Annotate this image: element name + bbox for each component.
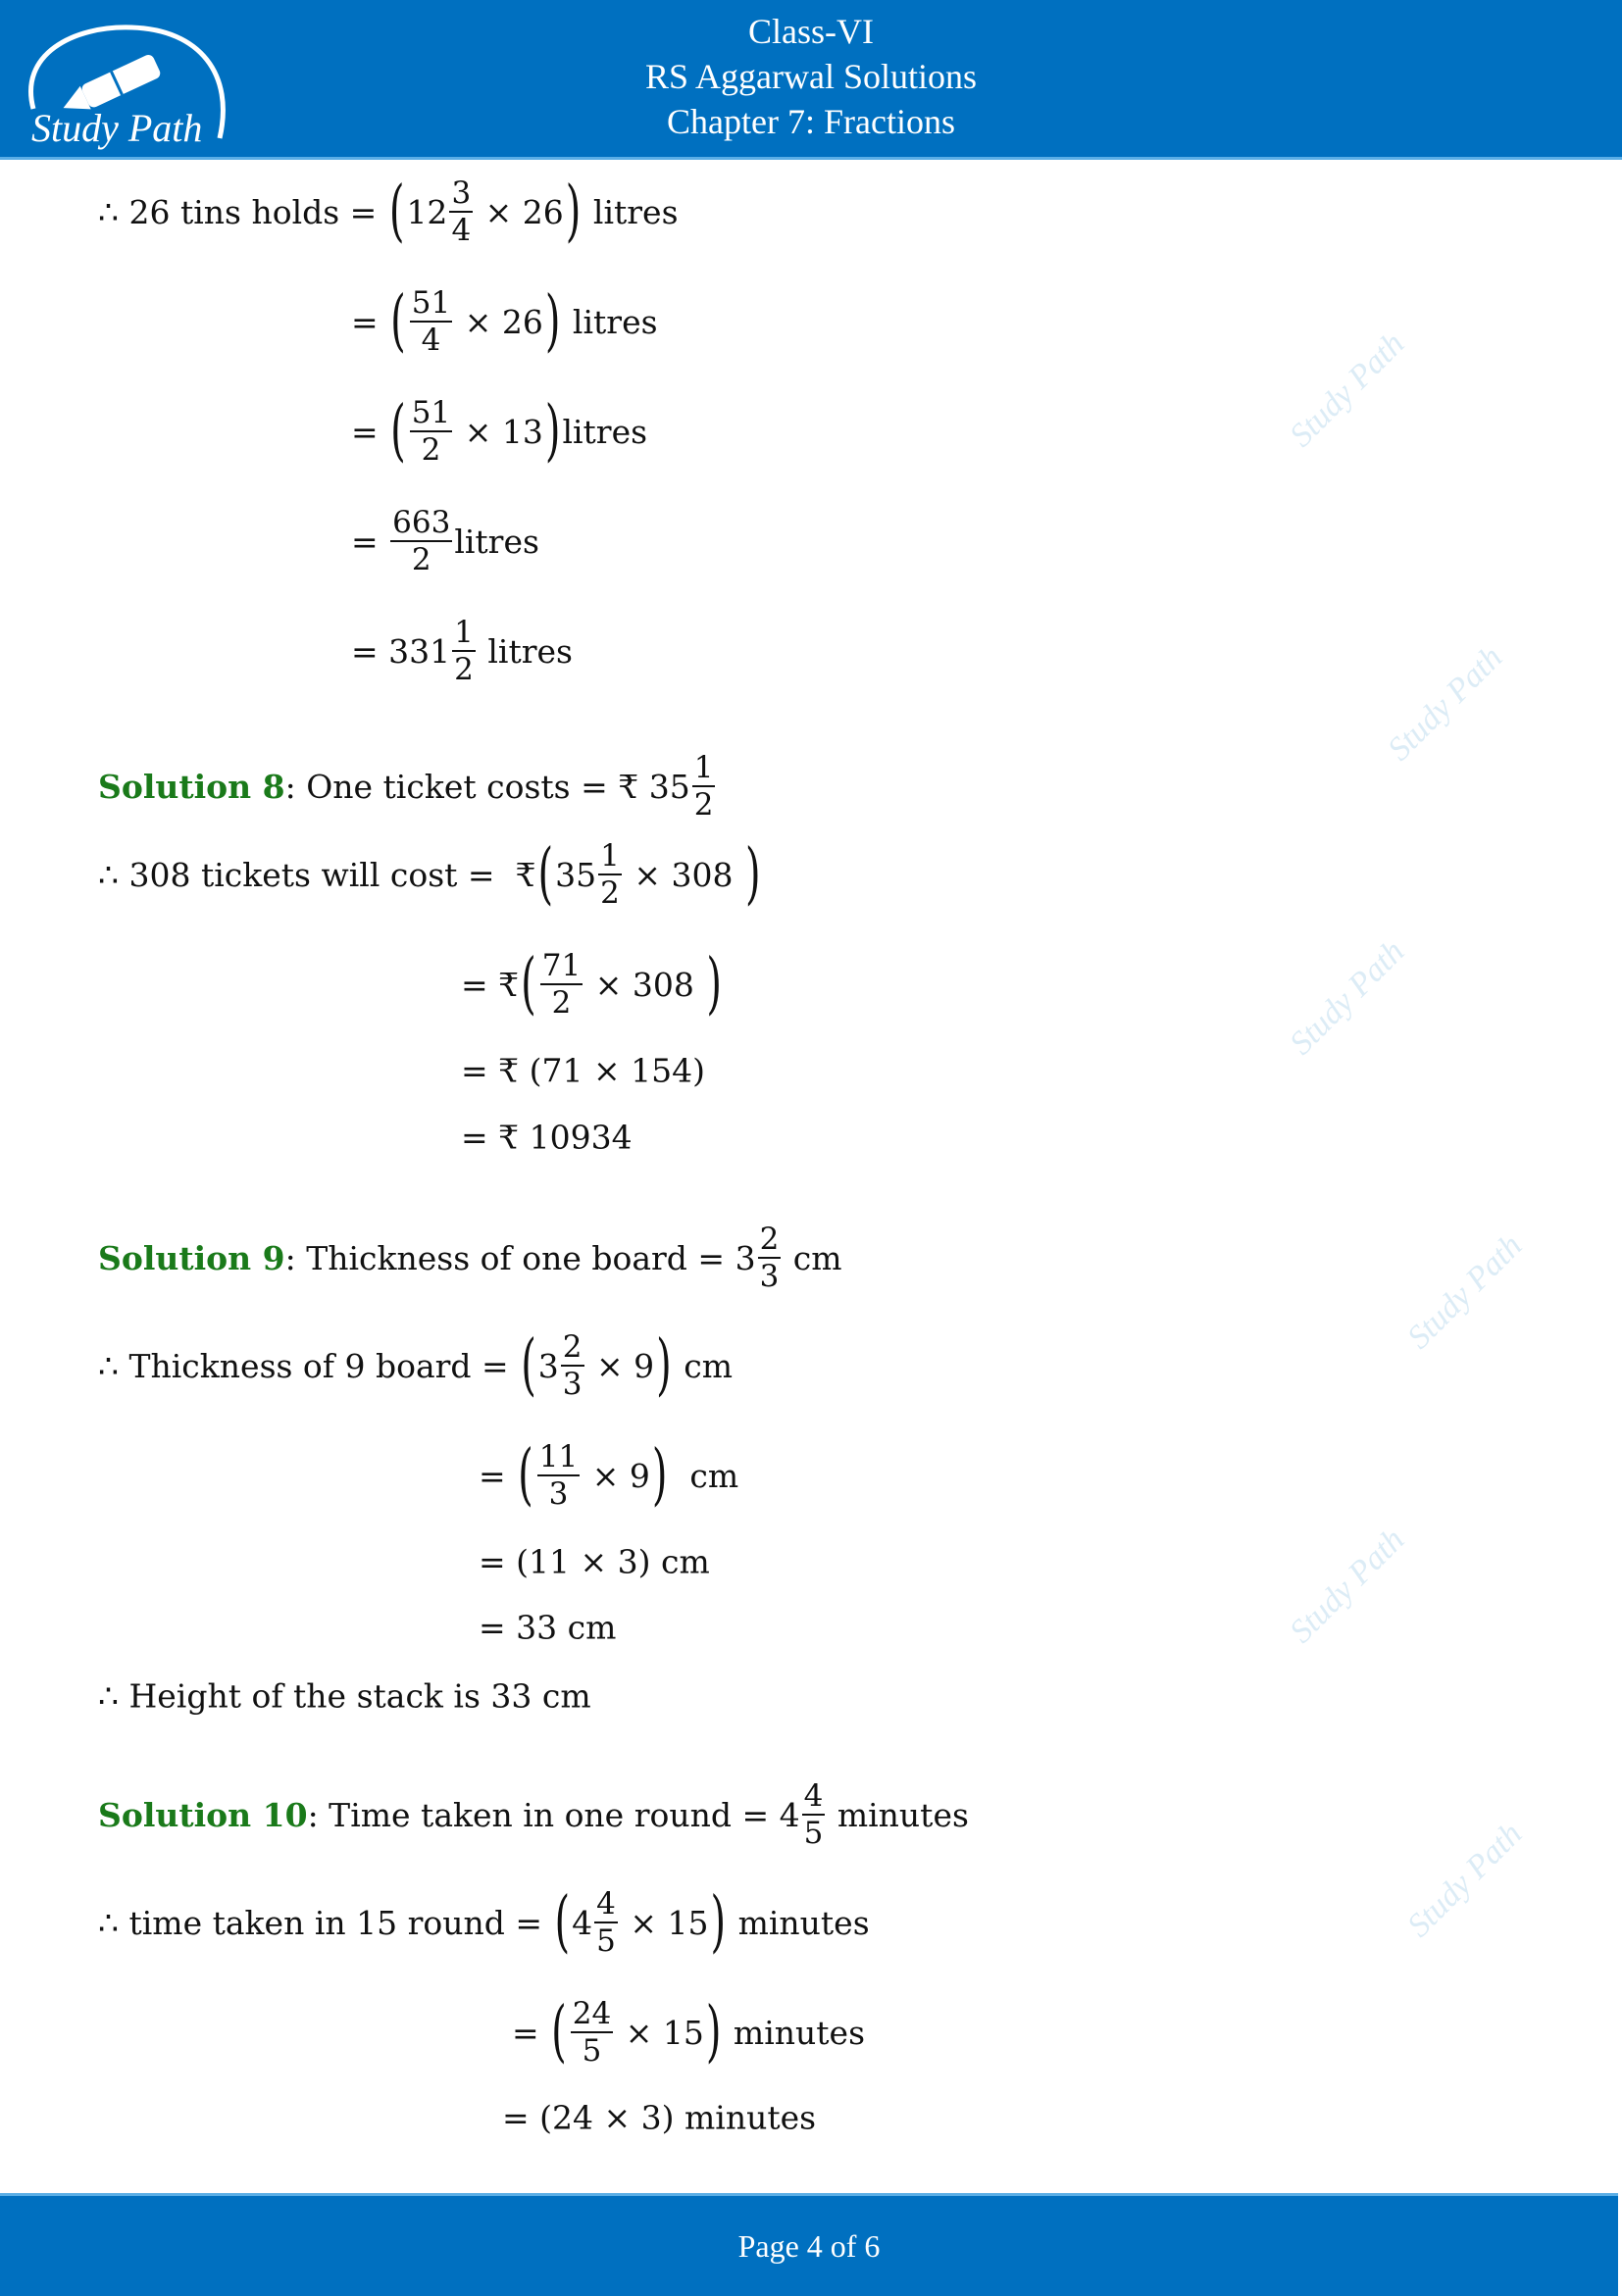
math-text: × 26 bbox=[454, 302, 543, 341]
parenthesis: ( bbox=[518, 1436, 533, 1515]
math-text: × 15 bbox=[619, 1903, 709, 1942]
math-line bbox=[502, 2099, 816, 2137]
math-line bbox=[479, 1436, 739, 1515]
math-text: cm bbox=[783, 1238, 842, 1277]
denominator: 3 bbox=[759, 1259, 780, 1294]
numerator: 51 bbox=[411, 395, 451, 430]
numerator: 3 bbox=[451, 175, 472, 211]
watermark-text: Study Path bbox=[1283, 325, 1412, 455]
math-text: = 331 bbox=[351, 631, 451, 671]
denominator: 2 bbox=[411, 542, 431, 577]
math-text: litres bbox=[562, 412, 648, 451]
numerator: 2 bbox=[562, 1329, 583, 1365]
math-text: ∴ 308 tickets will cost = ₹ bbox=[98, 855, 536, 894]
parenthesis: ) bbox=[744, 835, 761, 914]
math-line bbox=[98, 750, 717, 823]
solution-label: Solution 10 bbox=[98, 1795, 308, 1834]
parenthesis: ( bbox=[554, 1883, 571, 1962]
watermark-text: Study Path bbox=[1400, 1227, 1530, 1357]
parenthesis: ( bbox=[521, 1326, 536, 1405]
parenthesis: ) bbox=[544, 392, 561, 471]
numerator: 1 bbox=[454, 615, 474, 650]
denominator: 2 bbox=[421, 432, 441, 468]
math-line bbox=[98, 1677, 591, 1716]
watermark-text: Study Path bbox=[1381, 639, 1510, 769]
book-title: RS Aggarwal Solutions bbox=[644, 57, 978, 96]
math-text: = (11 × 3) cm bbox=[479, 1542, 710, 1581]
fraction bbox=[598, 838, 622, 911]
denominator: 4 bbox=[451, 213, 472, 248]
page-number: Page 4 of 6 bbox=[737, 2228, 881, 2264]
math-line bbox=[461, 945, 724, 1023]
parenthesis: ( bbox=[521, 945, 536, 1023]
math-line bbox=[479, 1543, 710, 1581]
parenthesis: ) bbox=[544, 282, 561, 361]
math-text: = ₹ bbox=[461, 965, 520, 1004]
math-line bbox=[98, 173, 679, 251]
fraction bbox=[594, 1886, 618, 1959]
math-text: = bbox=[351, 522, 389, 561]
denominator: 2 bbox=[551, 985, 572, 1021]
math-text: : Thickness of one board = 3 bbox=[284, 1238, 756, 1277]
parenthesis: ( bbox=[551, 1993, 567, 2071]
denominator: 5 bbox=[596, 1923, 616, 1959]
math-text: × 9 bbox=[585, 1346, 655, 1385]
page-footer bbox=[0, 2193, 1618, 2296]
math-text: ∴ time taken in 15 round = bbox=[98, 1903, 553, 1942]
math-line bbox=[479, 1609, 616, 1647]
math-text: 35 bbox=[555, 855, 597, 894]
math-text: 3 bbox=[537, 1346, 559, 1385]
fraction bbox=[452, 615, 476, 687]
math-line bbox=[98, 1326, 734, 1405]
math-text: × 26 bbox=[475, 192, 564, 231]
numerator: 2 bbox=[759, 1222, 780, 1257]
math-line bbox=[351, 505, 539, 577]
parenthesis: ( bbox=[390, 392, 406, 471]
numerator: 1 bbox=[693, 750, 714, 785]
denominator: 3 bbox=[548, 1476, 569, 1512]
math-text: litres bbox=[477, 631, 573, 671]
parenthesis: ) bbox=[565, 173, 582, 251]
fraction bbox=[571, 1996, 613, 2069]
math-text: × 15 bbox=[615, 2013, 704, 2052]
chapter-title: Chapter 7: Fractions bbox=[667, 102, 955, 141]
math-text: 4 bbox=[572, 1903, 593, 1942]
page-header bbox=[0, 0, 1622, 160]
class-title: Class-VI bbox=[748, 12, 874, 51]
math-line bbox=[98, 1883, 870, 1962]
denominator: 4 bbox=[421, 323, 441, 358]
numerator: 4 bbox=[803, 1778, 824, 1814]
math-text: = bbox=[512, 2013, 550, 2052]
math-line bbox=[98, 835, 763, 914]
parenthesis: ( bbox=[537, 835, 554, 914]
math-line bbox=[461, 1119, 633, 1157]
math-line bbox=[351, 615, 573, 687]
fraction bbox=[561, 1329, 584, 1402]
math-text: minutes bbox=[728, 1903, 870, 1942]
math-text: = bbox=[479, 1456, 517, 1495]
math-text: litres bbox=[454, 522, 539, 561]
math-line bbox=[351, 392, 648, 471]
math-text: litres bbox=[583, 192, 679, 231]
fraction bbox=[410, 395, 452, 468]
fraction bbox=[410, 285, 452, 358]
fraction bbox=[758, 1222, 782, 1294]
fraction bbox=[540, 948, 583, 1021]
math-text: : One ticket costs = ₹ 35 bbox=[284, 767, 690, 806]
math-text: × 13 bbox=[454, 412, 543, 451]
fraction bbox=[449, 175, 473, 248]
watermark-text: Study Path bbox=[1283, 1522, 1412, 1651]
parenthesis: ) bbox=[710, 1883, 727, 1962]
numerator: 71 bbox=[541, 948, 582, 983]
solution-label: Solution 8 bbox=[98, 767, 285, 806]
math-text: cm bbox=[669, 1456, 739, 1495]
math-text: = bbox=[351, 302, 389, 341]
fraction bbox=[390, 505, 452, 577]
math-text: = ₹ 10934 bbox=[461, 1118, 633, 1157]
numerator: 11 bbox=[538, 1439, 579, 1474]
math-text: × 308 bbox=[623, 855, 743, 894]
math-text: ∴ Height of the stack is 33 cm bbox=[98, 1676, 591, 1716]
parenthesis: ) bbox=[656, 1326, 672, 1405]
parenthesis: ) bbox=[706, 945, 722, 1023]
math-text: minutes bbox=[723, 2013, 866, 2052]
math-line bbox=[98, 1778, 969, 1851]
fraction bbox=[537, 1439, 580, 1512]
math-text: ∴ 26 tins holds = bbox=[98, 192, 387, 231]
numerator: 24 bbox=[572, 1996, 612, 2031]
numerator: 4 bbox=[596, 1886, 616, 1922]
denominator: 2 bbox=[600, 875, 620, 911]
math-line bbox=[461, 1052, 705, 1090]
math-text: × 308 bbox=[584, 965, 705, 1004]
parenthesis: ( bbox=[390, 282, 406, 361]
denominator: 2 bbox=[454, 652, 474, 687]
parenthesis: ) bbox=[651, 1436, 668, 1515]
denominator: 5 bbox=[582, 2033, 602, 2069]
math-text: × 9 bbox=[582, 1456, 650, 1495]
fraction bbox=[692, 750, 716, 823]
study-path-logo-icon bbox=[14, 16, 239, 153]
svg-text:Study Path: Study Path bbox=[31, 106, 203, 150]
math-line bbox=[351, 282, 658, 361]
math-text: cm bbox=[673, 1346, 734, 1385]
numerator: 51 bbox=[411, 285, 451, 321]
math-line bbox=[98, 1222, 842, 1294]
watermark-text: Study Path bbox=[1400, 1816, 1530, 1945]
math-text: litres bbox=[562, 302, 658, 341]
math-text: = bbox=[351, 412, 389, 451]
solution-label: Solution 9 bbox=[98, 1238, 285, 1277]
numerator: 663 bbox=[392, 505, 451, 540]
math-text: 12 bbox=[406, 192, 448, 231]
math-text: = (24 × 3) minutes bbox=[502, 2098, 817, 2137]
watermark-text: Study Path bbox=[1283, 933, 1412, 1063]
math-text: = ₹ (71 × 154) bbox=[461, 1051, 705, 1090]
parenthesis: ( bbox=[388, 173, 405, 251]
math-text: minutes bbox=[827, 1795, 969, 1834]
math-text: : Time taken in one round = 4 bbox=[307, 1795, 800, 1834]
numerator: 1 bbox=[600, 838, 620, 873]
denominator: 2 bbox=[693, 787, 714, 823]
math-text: ∴ Thickness of 9 board = bbox=[98, 1346, 520, 1385]
math-text: = 33 cm bbox=[479, 1608, 617, 1647]
fraction bbox=[802, 1778, 826, 1851]
parenthesis: ) bbox=[705, 1993, 722, 2071]
denominator: 3 bbox=[562, 1367, 583, 1402]
denominator: 5 bbox=[803, 1816, 824, 1851]
math-line bbox=[512, 1993, 866, 2071]
